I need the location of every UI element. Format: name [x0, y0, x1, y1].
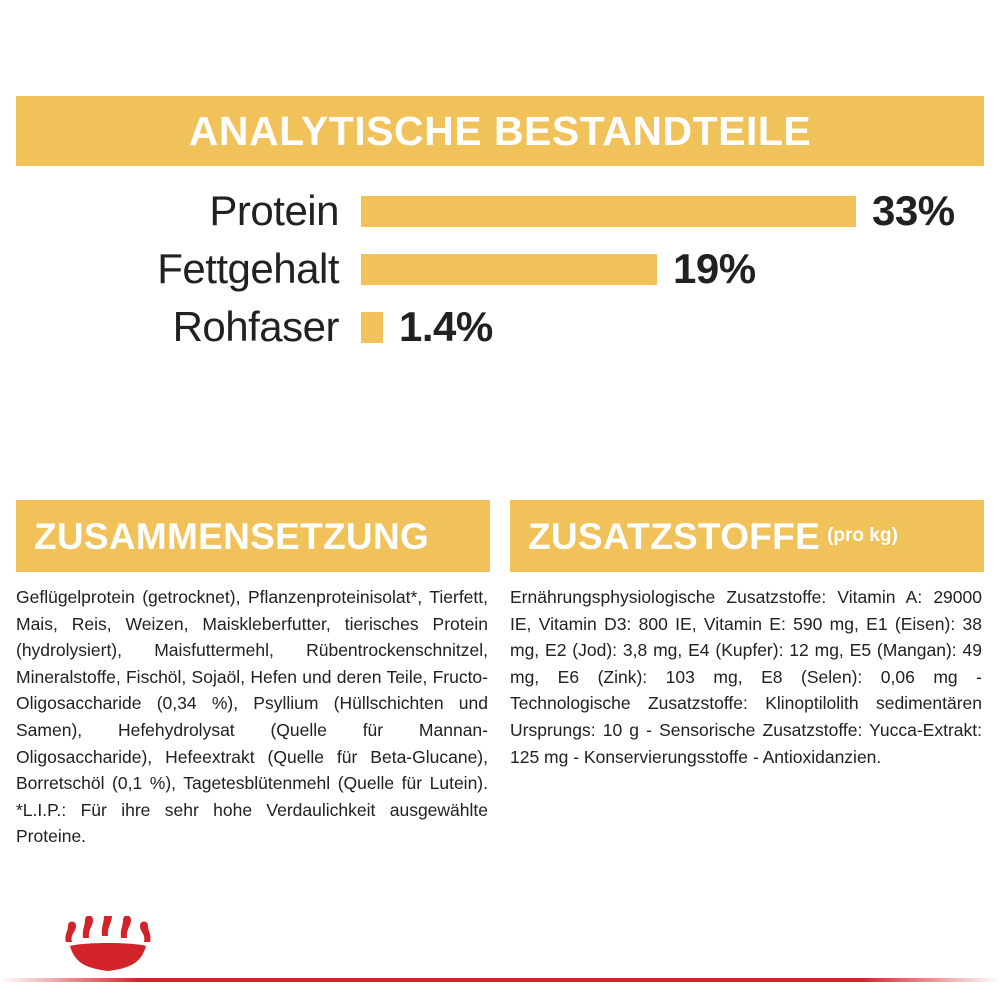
composition-text: Geflügelprotein (getrocknet), Pflanzenproteinisolat*, Tierfett, Mais, Reis, Weizen, Maiskleberfutter, tierisches Protein (hydrolysiert), Maisfuttermehl, Rübentrockenschnitzel, Mineralstoffe, Fischöl, Sojaöl, Hefen und deren Teile, Fructo-Oligosaccharide (0,34 %), Psyllium (Hüllschichten und Samen), Hefehydrolysat (Quelle für Mannan-Oligosaccharide), Hefeextrakt (Quelle für Beta-Glucane), Borretschöl (0,1 %), Tagetesblütenmehl (Quelle für Lutein). *L.I.P.: Für ihre sehr hohe Verdaulichkeit ausgewählte Proteine. — [16, 587, 488, 847]
brand-footer — [0, 908, 1000, 1000]
crown-icon — [64, 916, 152, 972]
nutrient-bar-fill — [361, 196, 856, 227]
nutrient-value: 1.4% — [399, 303, 493, 350]
composition-column — [16, 500, 490, 850]
nutrient-row — [16, 182, 984, 240]
nutrient-bar-fill — [361, 312, 383, 343]
nutrient-label: Rohfaser — [172, 303, 339, 350]
additives-title: ZUSATZSTOFFE — [528, 515, 821, 557]
analytical-title: ANALYTISCHE BESTANDTEILE — [188, 107, 812, 154]
nutrient-row — [16, 240, 984, 298]
composition-header — [16, 500, 490, 572]
nutrient-bar-track — [361, 187, 984, 234]
details-columns — [16, 500, 984, 850]
nutrient-bar-track — [361, 245, 984, 292]
additives-text: Ernährungsphysiologische Zusatzstoffe: Vitamin A: 29000 IE, Vitamin D3: 800 IE, Vitamin E: 590 mg, E1 (Eisen): 38 mg, E2 (Jod): 3,8 mg, E4 (Kupfer): 12 mg, E5 (Mangan): 49 mg, E6 (Zink): 103 mg, E8 (Selen): 0,06 mg - Technologische Zusatzstoffe: Klinoptilolith sedimentären Ursprungs: 10 g - Sensorische Zusatzstoffe: Yucca-Extrakt: 125 mg - Konservierungsstoffe - Antioxidanzien. — [510, 587, 982, 767]
footer-divider — [0, 978, 1000, 982]
analytical-constituents-section — [16, 96, 984, 356]
nutrient-label: Protein — [209, 187, 339, 234]
nutrient-bar-track — [361, 303, 984, 350]
composition-title: ZUSAMMENSETZUNG — [34, 515, 430, 557]
nutrient-value: 19% — [673, 245, 756, 292]
nutrient-bar-fill — [361, 254, 657, 285]
analytical-banner — [16, 96, 984, 166]
additives-header — [510, 500, 984, 572]
additives-subtitle: (pro kg) — [827, 524, 898, 546]
nutrient-value: 33% — [872, 187, 955, 234]
additives-column — [510, 500, 984, 850]
nutrient-label: Fettgehalt — [157, 245, 339, 292]
nutrient-bar-chart — [16, 182, 984, 356]
nutrient-row — [16, 298, 984, 356]
